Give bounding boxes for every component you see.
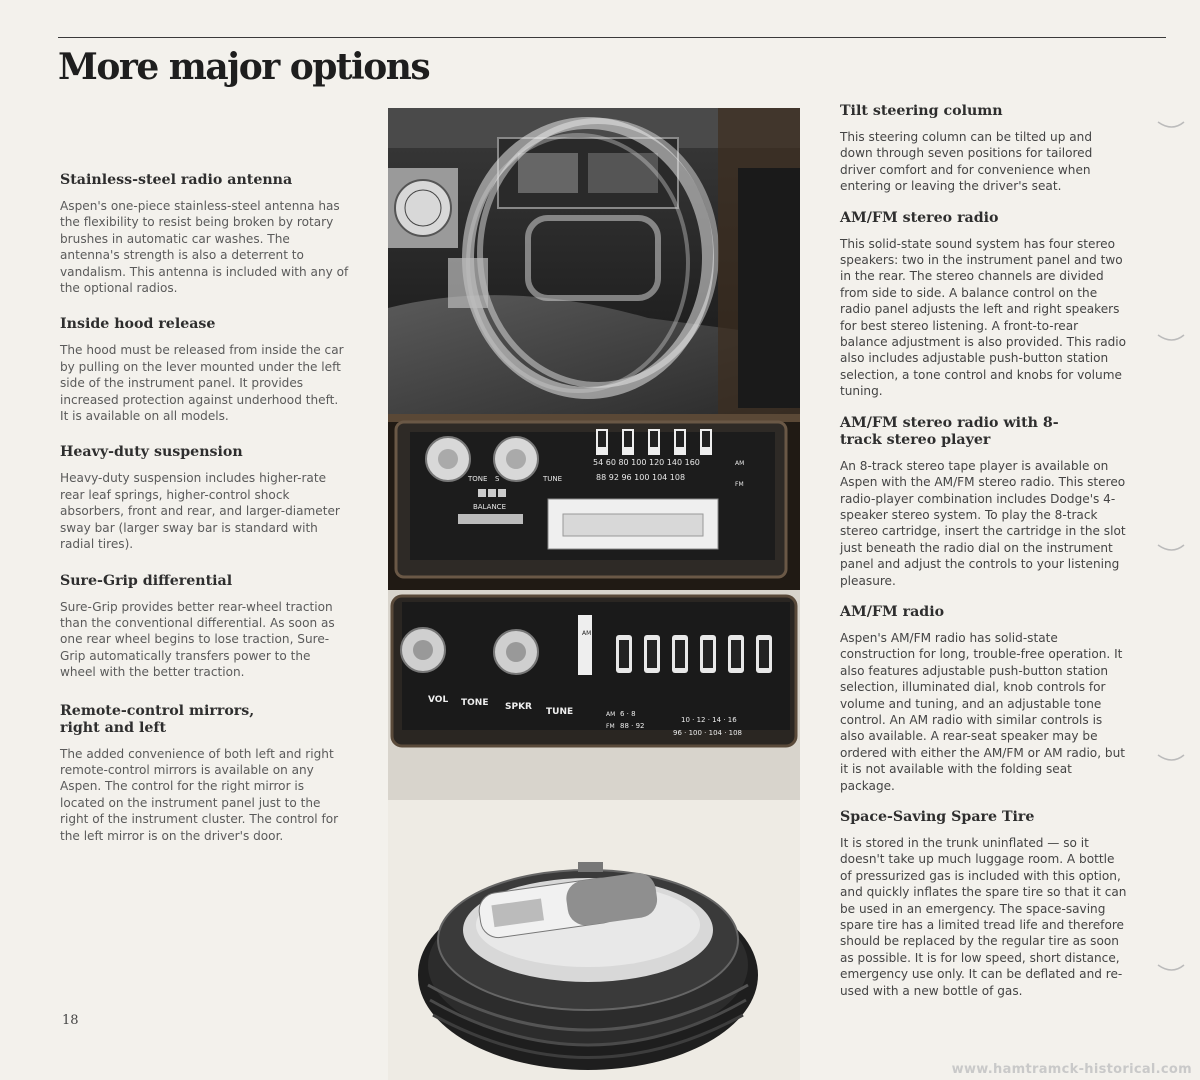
right-column	[840, 103, 1128, 999]
section-body: The hood must be released from inside the car by pulling on the lever mounted under the left side of the instrument panel. It provides increased protection against underhood theft. It is available on all models.	[60, 343, 344, 424]
binder-holes	[1150, 0, 1190, 1080]
section-heading: Space-Saving Spare Tire	[840, 809, 1035, 825]
section-tilt-steering	[840, 103, 1128, 195]
page-number: 18	[62, 1013, 79, 1028]
section-heavy-duty-suspension	[60, 444, 350, 552]
page-title: More major options	[58, 46, 430, 88]
section-heading: Sure-Grip differential	[60, 572, 233, 589]
fm-scale: 54 60 80 100 120 140 160	[593, 458, 700, 467]
label-balance: BALANCE	[473, 503, 506, 511]
label-tone: TONE	[461, 698, 489, 708]
label-am-dial: AM	[606, 711, 616, 718]
label-am-switch: AM	[582, 630, 592, 637]
section-sure-grip	[60, 573, 350, 681]
section-body: The added convenience of both left and right remote-control mirrors is available on any Aspen. The control for the right mirror is located on the instrument panel just to the right of the instrument cluster. The control for the left mirror is on the driver's door.	[60, 746, 339, 843]
section-heading: AM/FM radio	[840, 603, 945, 620]
fm-dial-scale: 88 · 92	[620, 722, 645, 730]
section-body: This solid-state sound system has four stereo speakers: two in the instrument panel and two in the rear. The stereo channels are divided from side to side. A balance control on the radio panel adjusts the left and right speakers for best stereo listening. A front-to-rear balance adjustment is also provided. This radio also includes adjustable push-button station selection, a tone control and knobs for volume tuning.	[840, 236, 1127, 399]
section-remote-mirrors	[60, 703, 350, 844]
section-heading: Tilt steering column	[840, 103, 1003, 119]
label-tune: TUNE	[546, 707, 574, 717]
label-am: AM	[735, 460, 745, 467]
top-rule	[58, 37, 1166, 38]
label-spkr: SPKR	[505, 702, 532, 712]
section-heading: AM/FM stereo radio	[840, 209, 999, 226]
section-body: Aspen's one-piece stainless-steel antenna has the flexibility to resist being broken by rotary brushes in automatic car washes. The antenna's strength is also a deterrent to vandalism. This antenna is included with any of the optional radios.	[60, 199, 349, 296]
watermark: www.hamtramck-historical.com	[951, 1062, 1192, 1077]
section-am-fm-stereo	[840, 210, 1128, 400]
section-body: Sure-Grip provides better rear-wheel traction than the conventional differential. As soon as one rear wheel begins to lose traction, Sure-Grip automatically transfers power to the wheel with the better traction.	[60, 599, 335, 680]
section-body: Aspen's AM/FM radio has solid-state construction for long, trouble-free operation. It also features adjustable push-button station selection, illuminated dial, knob controls for volume and tuning, and an adjustable tone control. An AM radio with similar controls is also available. A rear-seat speaker may be ordered with either the AM/FM or AM radio, but it is not available with the folding seat package.	[840, 630, 1125, 793]
label-tone: TONE	[468, 475, 488, 483]
am-dial-scale: 6 · 8	[620, 710, 636, 718]
section-heading: Inside hood release	[60, 316, 216, 333]
section-spare-tire	[840, 809, 1128, 999]
am-scale: 88 92 96 100 104 108	[596, 473, 686, 482]
label-vol: VOL	[428, 695, 449, 705]
section-body: An 8-track stereo tape player is available on Aspen with the AM/FM stereo radio. This stereo radio-player combination includes Dodge's 4-speaker stereo system. To play the 8-track stereo cartridge, insert the cartridge in the slot just beneath the radio dial on the instrument panel and adjust the controls to your listening pleasure.	[840, 458, 1126, 588]
label-s: S	[495, 475, 500, 483]
photo-am-fm-radio	[388, 590, 800, 800]
left-column	[60, 172, 350, 844]
section-am-fm-radio	[840, 604, 1128, 794]
dial-scale-top: 10 · 12 · 14 · 16	[681, 716, 737, 724]
section-body: It is stored in the trunk uninflated — so it doesn't take up much luggage room. A bottle of pressurized gas is included with this option, and quickly inflates the spare tire so that it can be used in an emergency. The space-saving spare tire has a limited tread life and therefore should be replaced by the regular tire as soon as possible. It is for low speed, short distance, emergency use only. It can be deflated and re-used with a new bottle of gas.	[840, 836, 1127, 998]
section-heading: Heavy-duty suspension	[60, 444, 243, 461]
photo-8-track-stereo	[388, 414, 800, 590]
photo-tilt-steering-wheel	[388, 108, 800, 414]
section-heading: Remote-control mirrors, right and left	[60, 702, 255, 736]
label-fm-dial: FM	[606, 723, 615, 730]
label-fm: FM	[735, 481, 744, 488]
section-heading: Stainless-steel radio antenna	[60, 172, 293, 188]
dial-scale-bottom: 96 · 100 · 104 · 108	[673, 729, 743, 737]
section-body: This steering column can be tilted up and down through seven positions for tailored driver comfort and for convenience when entering or leaving the driver's seat.	[840, 130, 1093, 194]
section-heading: AM/FM stereo radio with 8-track stereo player	[840, 414, 1059, 448]
section-hood-release	[60, 316, 350, 424]
photo-spare-tire	[388, 800, 800, 1080]
section-body: Heavy-duty suspension includes higher-rate rear leaf springs, higher-control shock absorbers, front and rear, and larger-diameter sway bar (larger sway bar is standard with radial tires).	[60, 471, 340, 552]
label-tune: TUNE	[543, 475, 563, 483]
section-8-track	[840, 415, 1128, 589]
section-radio-antenna	[60, 172, 350, 296]
